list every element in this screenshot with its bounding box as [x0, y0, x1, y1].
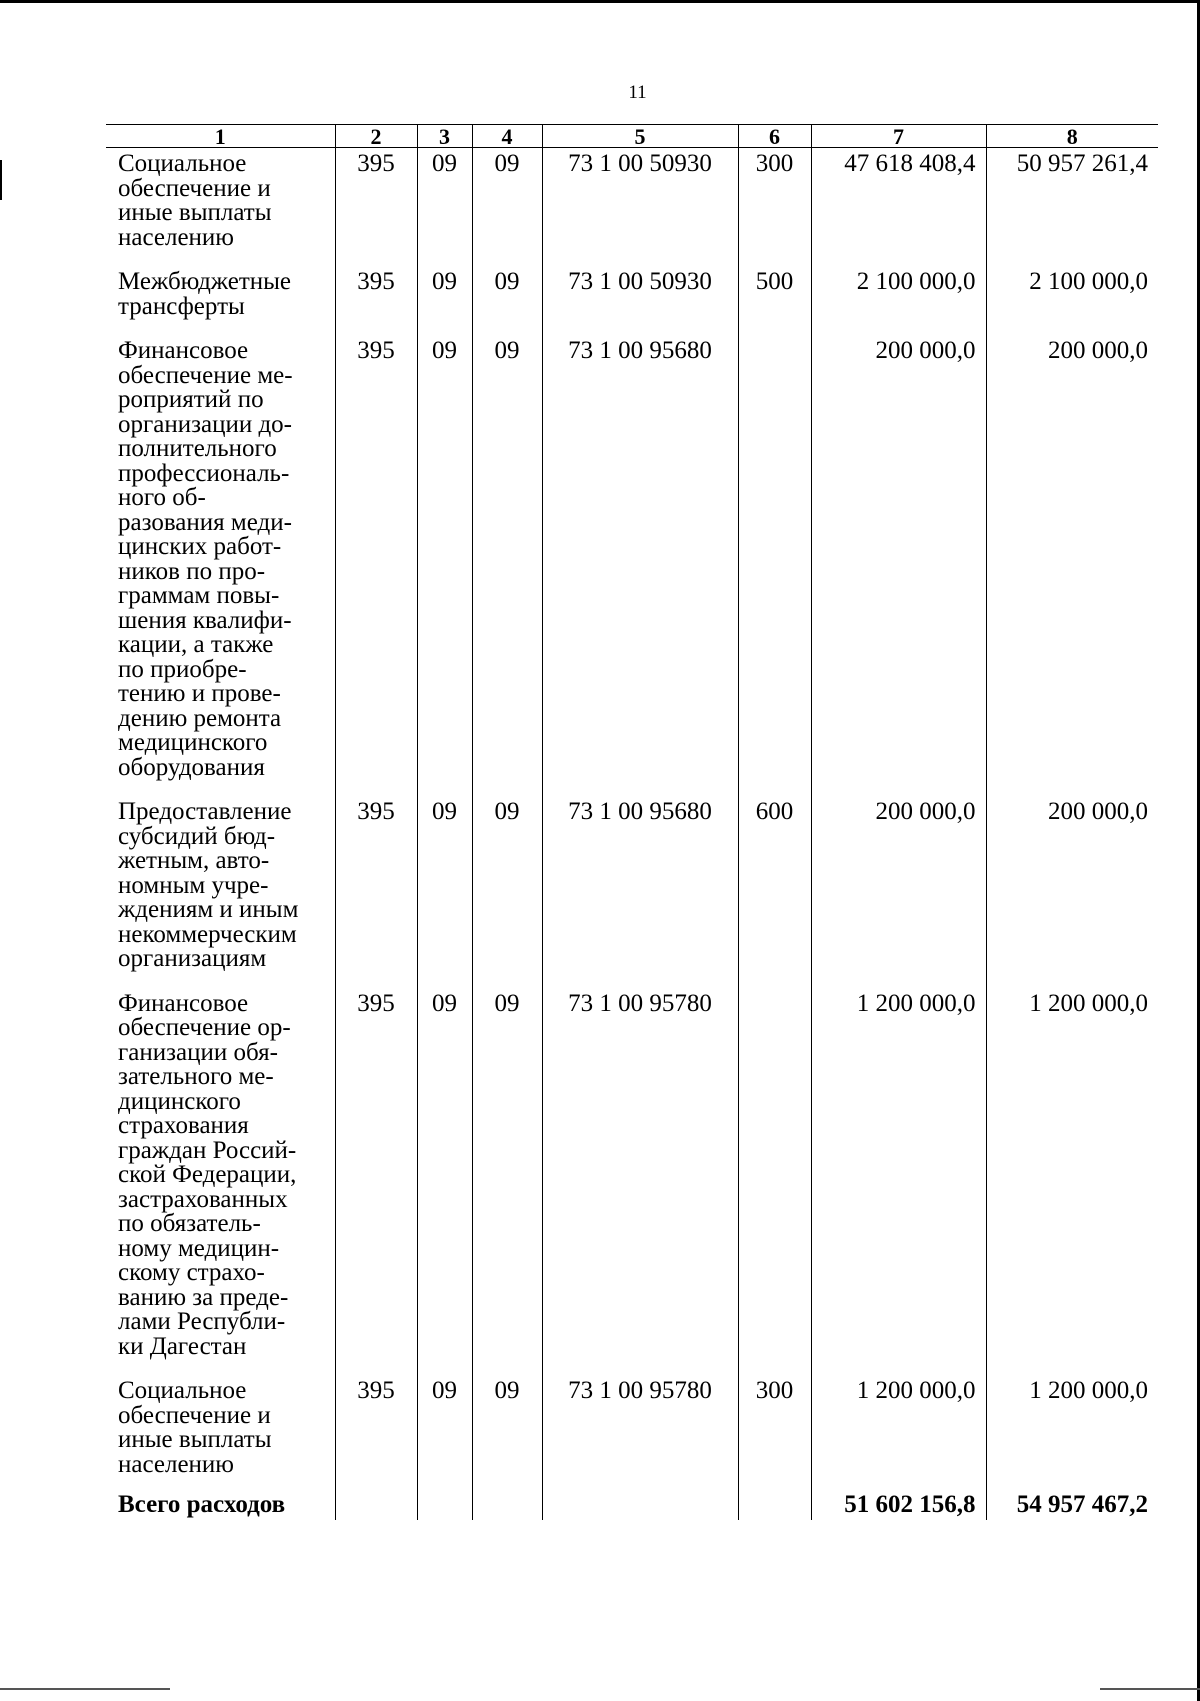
table-row — [106, 1373, 1158, 1491]
cell-col-2: 395 — [335, 264, 417, 333]
cell-col-5: 73 1 00 95680 — [542, 794, 738, 986]
row-description: Финансовое обеспечение ме- роприятий по организации до- полнительного профессиональ- ного об- разования меди- цинских работ- ников по про- граммам повы- шения квалифи- кации, а также по приобре- тению и прове- дению ремонта медицинского оборудования — [118, 337, 293, 781]
table-row — [106, 264, 1158, 333]
table-row — [106, 333, 1158, 794]
total-label: Всего расходов — [118, 1491, 286, 1518]
cell-col-5: 73 1 00 50930 — [542, 148, 738, 265]
column-header-7: 7 — [811, 125, 986, 148]
cell-col-8: 200 000,0 — [986, 333, 1158, 794]
table-row — [106, 986, 1158, 1374]
total-row — [106, 1491, 1158, 1520]
cell-col-8: 50 957 261,4 — [986, 148, 1158, 265]
cell-col-6: 300 — [738, 1373, 811, 1491]
cell-col-7: 1 200 000,0 — [811, 1373, 986, 1491]
cell-col-7: 47 618 408,4 — [811, 148, 986, 265]
scan-edge-top — [0, 0, 1200, 3]
cell-col-6: 500 — [738, 264, 811, 333]
cell-col-6 — [738, 1491, 811, 1520]
column-header-5: 5 — [542, 125, 738, 148]
scan-edge-left-mark — [0, 160, 2, 200]
cell-col-4: 09 — [472, 1373, 542, 1491]
cell-col-6: 600 — [738, 794, 811, 986]
cell-col-7: 2 100 000,0 — [811, 264, 986, 333]
cell-col-5 — [542, 1491, 738, 1520]
cell-col-7: 200 000,0 — [811, 794, 986, 986]
cell-col-2: 395 — [335, 148, 417, 265]
page-number: 11 — [628, 82, 647, 103]
cell-col-3: 09 — [417, 333, 472, 794]
cell-col-7: 1 200 000,0 — [811, 986, 986, 1374]
cell-col-2 — [335, 1491, 417, 1520]
cell-col-2: 395 — [335, 1373, 417, 1491]
cell-col-8: 200 000,0 — [986, 794, 1158, 986]
column-header-2: 2 — [335, 125, 417, 148]
row-description: Социальное обеспечение и иные выплаты населению — [118, 1377, 272, 1478]
cell-col-8: 2 100 000,0 — [986, 264, 1158, 333]
scan-edge-bottom-right — [1100, 1688, 1200, 1690]
cell-col-4: 09 — [472, 794, 542, 986]
cell-col-6 — [738, 986, 811, 1374]
total-col-8: 54 957 467,2 — [986, 1491, 1158, 1520]
row-description: Межбюджетные трансферты — [118, 268, 292, 320]
header-row — [106, 125, 1158, 148]
cell-col-5: 73 1 00 95780 — [542, 1373, 738, 1491]
column-header-6: 6 — [738, 125, 811, 148]
row-description: Предоставление субсидий бюд- жетным, авто- номным учре- ждениям и иным некоммерческим организациям — [118, 798, 299, 972]
row-description: Социальное обеспечение и иные выплаты населению — [118, 150, 272, 251]
cell-col-5: 73 1 00 95680 — [542, 333, 738, 794]
cell-col-8: 1 200 000,0 — [986, 1373, 1158, 1491]
cell-col-3: 09 — [417, 1373, 472, 1491]
cell-col-3 — [417, 1491, 472, 1520]
cell-col-4: 09 — [472, 986, 542, 1374]
cell-col-4: 09 — [472, 264, 542, 333]
column-header-1: 1 — [106, 125, 335, 148]
scan-edge-bottom-left — [0, 1688, 170, 1690]
cell-col-5: 73 1 00 50930 — [542, 264, 738, 333]
cell-col-5: 73 1 00 95780 — [542, 986, 738, 1374]
budget-table — [106, 124, 1158, 1520]
cell-col-4: 09 — [472, 333, 542, 794]
cell-col-3: 09 — [417, 986, 472, 1374]
cell-col-6 — [738, 333, 811, 794]
cell-col-2: 395 — [335, 986, 417, 1374]
column-header-3: 3 — [417, 125, 472, 148]
column-header-4: 4 — [472, 125, 542, 148]
cell-col-3: 09 — [417, 148, 472, 265]
table-row — [106, 794, 1158, 986]
cell-col-3: 09 — [417, 264, 472, 333]
cell-col-8: 1 200 000,0 — [986, 986, 1158, 1374]
cell-col-4 — [472, 1491, 542, 1520]
cell-col-6: 300 — [738, 148, 811, 265]
table-row — [106, 148, 1158, 265]
column-header-8: 8 — [986, 125, 1158, 148]
total-col-7: 51 602 156,8 — [811, 1491, 986, 1520]
row-description: Финансовое обеспечение ор- ганизации обя- зательного ме- дицинского страхования граждан Россий- ской Федерации, застрахованных по обязатель- ному медицин- скому страхо- ванию за преде- лами Республи- ки Дагестан — [118, 989, 297, 1360]
cell-col-2: 395 — [335, 794, 417, 986]
cell-col-2: 395 — [335, 333, 417, 794]
cell-col-4: 09 — [472, 148, 542, 265]
cell-col-7: 200 000,0 — [811, 333, 986, 794]
cell-col-3: 09 — [417, 794, 472, 986]
